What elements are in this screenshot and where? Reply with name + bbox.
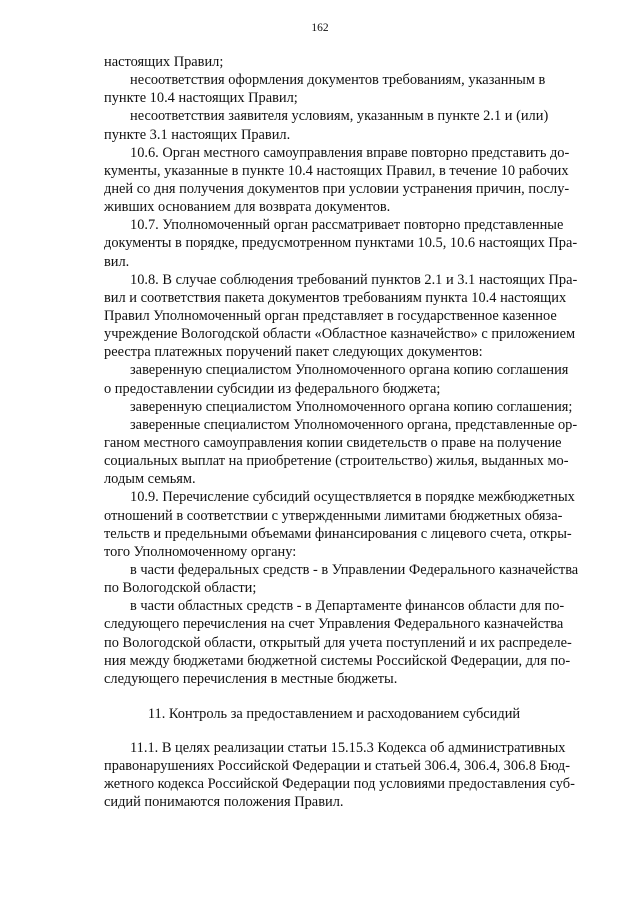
text-line: кументы, указанные в пункте 10.4 настоящих Правил, в течение 10 рабочих bbox=[104, 162, 569, 179]
text-line: лодым семьям. bbox=[104, 471, 196, 488]
text-line: 11.1. В целях реализации статьи 15.15.3 Кодекса об административных bbox=[130, 740, 566, 757]
text-line: следующего перечисления на счет Управления Федерального казначейства bbox=[104, 616, 564, 633]
text-line: сидий понимаются положения Правил. bbox=[104, 794, 344, 811]
text-line: ганом местного самоуправления копии свидетельств о праве на получение bbox=[104, 434, 562, 451]
spacer bbox=[104, 723, 538, 739]
text-line: ния между бюджетами бюджетной системы Российской Федерации, для по- bbox=[104, 652, 571, 669]
text-line: социальных выплат на приобретение (строительство) жилья, выданных мо- bbox=[104, 453, 569, 470]
text-line: несоответствия заявителя условиям, указанным в пункте 2.1 и (или) bbox=[130, 108, 549, 125]
text-line: того Уполномоченному органу: bbox=[104, 543, 297, 560]
page-number: 162 bbox=[311, 22, 329, 34]
text-line: Правил Уполномоченный орган представляет в государственное казенное bbox=[104, 307, 557, 324]
section-heading: 11. Контроль за предоставлением и расходованием субсидий bbox=[147, 705, 521, 722]
text-line: 10.7. Уполномоченный орган рассматривает повторно представленные bbox=[130, 217, 564, 234]
text-line: жетного кодекса Российской Федерации под условиями предоставления суб- bbox=[104, 776, 575, 793]
text-line: в части областных средств - в Департаменте финансов области для по- bbox=[130, 598, 565, 615]
text-line: в части федеральных средств - в Управлении Федерального казначейства bbox=[130, 561, 579, 578]
text-line: 10.6. Орган местного самоуправления вправе повторно представить до- bbox=[130, 144, 570, 161]
text-line: вил и соответствия пакета документов требованиям пункта 10.4 настоящих bbox=[104, 289, 567, 306]
text-line: документы в порядке, предусмотренном пунктами 10.5, 10.6 настоящих Пра- bbox=[104, 235, 578, 252]
text-line: тельств и предельными объемами финансирования с лицевого счета, откры- bbox=[104, 525, 572, 542]
text-line: несоответствия оформления документов требованиям, указанным в bbox=[130, 72, 546, 89]
text-line: о предоставлении субсидии из федерального бюджета; bbox=[104, 380, 441, 397]
text-line: 10.8. В случае соблюдения требований пунктов 2.1 и 3.1 настоящих Пра- bbox=[130, 271, 578, 288]
text-line: учреждение Вологодской области «Областное казначейство» с приложением bbox=[104, 326, 576, 343]
text-line: правонарушениях Российской Федерации и статьей 306.4, 306.4, 306.8 Бюд- bbox=[104, 758, 571, 775]
text-line: пункте 3.1 настоящих Правил. bbox=[104, 126, 291, 143]
text-line: 10.9. Перечисление субсидий осуществляется в порядке межбюджетных bbox=[130, 489, 575, 506]
text-line: дней со дня получения документов при условии устранения причин, послу- bbox=[104, 180, 570, 197]
text-line: по Вологодской области; bbox=[104, 580, 257, 597]
text-line: живших основанием для возврата документов. bbox=[104, 199, 391, 216]
text-line: реестра платежных поручений пакет следующих документов: bbox=[104, 344, 483, 361]
text-line: пункте 10.4 настоящих Правил; bbox=[104, 90, 298, 107]
spacer bbox=[104, 688, 538, 705]
document-body bbox=[104, 53, 579, 812]
text-line: заверенные специалистом Уполномоченного органа, представленные ор- bbox=[130, 416, 578, 433]
text-line: настоящих Правил; bbox=[104, 54, 224, 70]
text-line: по Вологодской области, открытый для учета поступлений и их распределе- bbox=[104, 634, 572, 651]
text-line: отношений в соответствии с утвержденными лимитами бюджетных обяза- bbox=[104, 507, 563, 524]
text-line: следующего перечисления в местные бюджеты. bbox=[104, 670, 398, 687]
text-line: заверенную специалистом Уполномоченного органа копию соглашения; bbox=[130, 398, 573, 415]
text-line: заверенную специалистом Уполномоченного органа копию соглашения bbox=[130, 362, 569, 379]
text-line: вил. bbox=[104, 253, 130, 270]
